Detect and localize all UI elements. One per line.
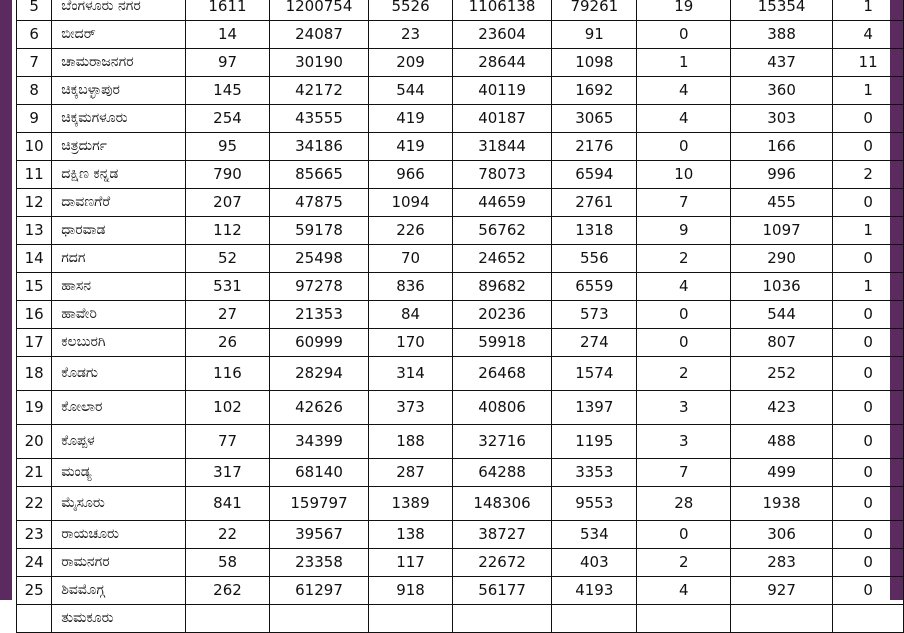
cell-col-6: 19: [637, 0, 731, 21]
cell-col-4: [452, 605, 551, 633]
serial-number-cell: 15: [17, 273, 52, 301]
serial-number-cell: 25: [17, 577, 52, 605]
cell-col-1: 531: [186, 273, 270, 301]
cell-col-4: 28644: [452, 49, 551, 77]
cell-col-8: 0: [833, 425, 904, 459]
table-row: [17, 105, 904, 133]
cell-col-1: 145: [186, 77, 270, 105]
cell-col-3: [369, 605, 453, 633]
cell-col-3: 544: [369, 77, 453, 105]
district-name-cell: ತುಮಕೂರು: [52, 605, 186, 633]
cell-col-5: 403: [552, 549, 637, 577]
cell-col-5: 1574: [552, 357, 637, 391]
cell-col-2: 30190: [269, 49, 368, 77]
cell-col-3: 138: [369, 521, 453, 549]
cell-col-1: 14: [186, 21, 270, 49]
cell-col-6: 28: [637, 487, 731, 521]
serial-number-cell: 19: [17, 391, 52, 425]
table-row: [17, 49, 904, 77]
district-data-table: [16, 0, 904, 633]
table-row: [17, 521, 904, 549]
cell-col-8: 0: [833, 487, 904, 521]
cell-col-1: 841: [186, 487, 270, 521]
cell-col-8: 4: [833, 21, 904, 49]
district-name-cell: ಮೈಸೂರು: [52, 487, 186, 521]
cell-col-6: 2: [637, 245, 731, 273]
cell-col-8: 11: [833, 49, 904, 77]
cell-col-7: 290: [731, 245, 833, 273]
cell-col-6: 0: [637, 133, 731, 161]
cell-col-4: 31844: [452, 133, 551, 161]
district-name-cell: ಕೋಲಾರ: [52, 391, 186, 425]
cell-col-2: 28294: [269, 357, 368, 391]
cell-col-8: 0: [833, 549, 904, 577]
district-name-cell: ಚಾಮರಾಜನಗರ: [52, 49, 186, 77]
cell-col-6: 4: [637, 77, 731, 105]
cell-col-8: 0: [833, 459, 904, 487]
cell-col-2: 60999: [269, 329, 368, 357]
serial-number-cell: 24: [17, 549, 52, 577]
cell-col-7: 1097: [731, 217, 833, 245]
cell-col-7: 423: [731, 391, 833, 425]
cell-col-2: 85665: [269, 161, 368, 189]
cell-col-4: 23604: [452, 21, 551, 49]
district-name-cell: ಹಾವೇರಿ: [52, 301, 186, 329]
table-row: [17, 77, 904, 105]
cell-col-2: 23358: [269, 549, 368, 577]
cell-col-2: 47875: [269, 189, 368, 217]
cell-col-5: 1318: [552, 217, 637, 245]
cell-col-8: 1: [833, 273, 904, 301]
cell-col-7: 1938: [731, 487, 833, 521]
cell-col-5: [552, 605, 637, 633]
cell-col-3: 23: [369, 21, 453, 49]
serial-number-cell: 18: [17, 357, 52, 391]
district-name-cell: ರಾಯಚೂರು: [52, 521, 186, 549]
district-name-cell: ಕಲಬುರಗಿ: [52, 329, 186, 357]
serial-number-cell: 21: [17, 459, 52, 487]
cell-col-3: 419: [369, 105, 453, 133]
left-border-bar: [0, 0, 12, 600]
cell-col-6: 3: [637, 425, 731, 459]
cell-col-6: 9: [637, 217, 731, 245]
cell-col-2: 61297: [269, 577, 368, 605]
cell-col-4: 148306: [452, 487, 551, 521]
cell-col-1: 102: [186, 391, 270, 425]
cell-col-3: 287: [369, 459, 453, 487]
cell-col-2: 68140: [269, 459, 368, 487]
cell-col-5: 274: [552, 329, 637, 357]
cell-col-4: 40119: [452, 77, 551, 105]
district-name-cell: ಧಾರವಾಡ: [52, 217, 186, 245]
cell-col-7: 360: [731, 77, 833, 105]
cell-col-5: 79261: [552, 0, 637, 21]
district-name-cell: ಹಾಸನ: [52, 273, 186, 301]
cell-col-8: 0: [833, 521, 904, 549]
table-row: [17, 549, 904, 577]
cell-col-4: 32716: [452, 425, 551, 459]
cell-col-1: 95: [186, 133, 270, 161]
cell-col-2: 43555: [269, 105, 368, 133]
cell-col-6: 0: [637, 301, 731, 329]
table-row: [17, 133, 904, 161]
cell-col-6: 2: [637, 549, 731, 577]
cell-col-1: 58: [186, 549, 270, 577]
table-row: [17, 189, 904, 217]
cell-col-8: 0: [833, 391, 904, 425]
cell-col-5: 1692: [552, 77, 637, 105]
cell-col-2: 97278: [269, 273, 368, 301]
cell-col-4: 44659: [452, 189, 551, 217]
district-name-cell: ಬೀದರ್: [52, 21, 186, 49]
cell-col-2: 159797: [269, 487, 368, 521]
cell-col-7: 927: [731, 577, 833, 605]
cell-col-3: 117: [369, 549, 453, 577]
cell-col-6: 7: [637, 189, 731, 217]
cell-col-5: 3353: [552, 459, 637, 487]
cell-col-5: 1098: [552, 49, 637, 77]
cell-col-6: 0: [637, 521, 731, 549]
cell-col-3: 226: [369, 217, 453, 245]
cell-col-4: 20236: [452, 301, 551, 329]
cell-col-2: 42626: [269, 391, 368, 425]
cell-col-3: 84: [369, 301, 453, 329]
cell-col-1: 254: [186, 105, 270, 133]
serial-number-cell: 23: [17, 521, 52, 549]
serial-number-cell: 14: [17, 245, 52, 273]
cell-col-4: 89682: [452, 273, 551, 301]
cell-col-3: 918: [369, 577, 453, 605]
serial-number-cell: 10: [17, 133, 52, 161]
cell-col-4: 26468: [452, 357, 551, 391]
cell-col-8: 0: [833, 133, 904, 161]
cell-col-5: 573: [552, 301, 637, 329]
cell-col-8: 0: [833, 329, 904, 357]
cell-col-3: 836: [369, 273, 453, 301]
cell-col-6: 4: [637, 273, 731, 301]
cell-col-8: 1: [833, 77, 904, 105]
district-name-cell: ಗದಗ: [52, 245, 186, 273]
cell-col-5: 91: [552, 21, 637, 49]
cell-col-7: 499: [731, 459, 833, 487]
table-row: [17, 245, 904, 273]
cell-col-3: 419: [369, 133, 453, 161]
cell-col-7: 252: [731, 357, 833, 391]
serial-number-cell: 20: [17, 425, 52, 459]
cell-col-2: [269, 605, 368, 633]
table-row: [17, 391, 904, 425]
serial-number-cell: 12: [17, 189, 52, 217]
cell-col-1: [186, 605, 270, 633]
cell-col-5: 1195: [552, 425, 637, 459]
cell-col-1: 116: [186, 357, 270, 391]
table-row: [17, 459, 904, 487]
cell-col-2: 42172: [269, 77, 368, 105]
cell-col-3: 314: [369, 357, 453, 391]
table-row: [17, 273, 904, 301]
cell-col-7: 166: [731, 133, 833, 161]
cell-col-2: 21353: [269, 301, 368, 329]
cell-col-8: [833, 605, 904, 633]
cell-col-6: 7: [637, 459, 731, 487]
cell-col-1: 112: [186, 217, 270, 245]
serial-number-cell: 22: [17, 487, 52, 521]
district-name-cell: ಚಿತ್ರದುರ್ಗ: [52, 133, 186, 161]
cell-col-7: 455: [731, 189, 833, 217]
cell-col-4: 38727: [452, 521, 551, 549]
cell-col-2: 25498: [269, 245, 368, 273]
cell-col-8: 0: [833, 189, 904, 217]
district-name-cell: ಬೆಂಗಳೂರು ನಗರ: [52, 0, 186, 21]
serial-number-cell: 7: [17, 49, 52, 77]
cell-col-3: 70: [369, 245, 453, 273]
cell-col-8: 1: [833, 0, 904, 21]
cell-col-1: 97: [186, 49, 270, 77]
district-name-cell: ಮಂಡ್ಯ: [52, 459, 186, 487]
cell-col-6: 4: [637, 577, 731, 605]
cell-col-2: 39567: [269, 521, 368, 549]
cell-col-8: 2: [833, 161, 904, 189]
cell-col-6: 2: [637, 357, 731, 391]
district-name-cell: ಕೊಡಗು: [52, 357, 186, 391]
cell-col-8: 0: [833, 357, 904, 391]
cell-col-6: 0: [637, 329, 731, 357]
cell-col-8: 0: [833, 245, 904, 273]
cell-col-7: 306: [731, 521, 833, 549]
cell-col-1: 207: [186, 189, 270, 217]
serial-number-cell: 11: [17, 161, 52, 189]
cell-col-4: 59918: [452, 329, 551, 357]
district-name-cell: ದಾವಣಗೆರೆ: [52, 189, 186, 217]
table-row: [17, 21, 904, 49]
cell-col-7: 15354: [731, 0, 833, 21]
cell-col-6: 0: [637, 21, 731, 49]
cell-col-8: 0: [833, 301, 904, 329]
cell-col-4: 22672: [452, 549, 551, 577]
cell-col-3: 188: [369, 425, 453, 459]
cell-col-7: 437: [731, 49, 833, 77]
cell-col-5: 9553: [552, 487, 637, 521]
cell-col-7: 283: [731, 549, 833, 577]
cell-col-2: 1200754: [269, 0, 368, 21]
cell-col-5: 6559: [552, 273, 637, 301]
cell-col-4: 64288: [452, 459, 551, 487]
cell-col-7: 807: [731, 329, 833, 357]
cell-col-1: 27: [186, 301, 270, 329]
cell-col-1: 790: [186, 161, 270, 189]
cell-col-1: 26: [186, 329, 270, 357]
serial-number-cell: 17: [17, 329, 52, 357]
cell-col-5: 556: [552, 245, 637, 273]
serial-number-cell: 8: [17, 77, 52, 105]
cell-col-3: 209: [369, 49, 453, 77]
cell-col-7: 544: [731, 301, 833, 329]
cell-col-7: 1036: [731, 273, 833, 301]
cell-col-3: 1389: [369, 487, 453, 521]
table-row: [17, 217, 904, 245]
cell-col-4: 1106138: [452, 0, 551, 21]
cell-col-2: 24087: [269, 21, 368, 49]
serial-number-cell: 5: [17, 0, 52, 21]
table-row: [17, 425, 904, 459]
serial-number-cell: 16: [17, 301, 52, 329]
table-row: [17, 301, 904, 329]
table-body: [17, 0, 904, 633]
cell-col-2: 59178: [269, 217, 368, 245]
cell-col-3: 966: [369, 161, 453, 189]
cell-col-5: 6594: [552, 161, 637, 189]
cell-col-6: 3: [637, 391, 731, 425]
cell-col-4: 24652: [452, 245, 551, 273]
cell-col-2: 34186: [269, 133, 368, 161]
table-row: [17, 357, 904, 391]
cell-col-5: 1397: [552, 391, 637, 425]
cell-col-3: 1094: [369, 189, 453, 217]
cell-col-4: 40806: [452, 391, 551, 425]
cell-col-5: 534: [552, 521, 637, 549]
cell-col-5: 4193: [552, 577, 637, 605]
cell-col-7: [731, 605, 833, 633]
cell-col-1: 262: [186, 577, 270, 605]
cell-col-8: 0: [833, 577, 904, 605]
cell-col-1: 52: [186, 245, 270, 273]
table-row: [17, 605, 904, 633]
cell-col-4: 56762: [452, 217, 551, 245]
cell-col-6: 10: [637, 161, 731, 189]
table-row: [17, 329, 904, 357]
table-row: [17, 577, 904, 605]
serial-number-cell: 6: [17, 21, 52, 49]
cell-col-7: 488: [731, 425, 833, 459]
cell-col-5: 2761: [552, 189, 637, 217]
district-name-cell: ದಕ್ಷಿಣ ಕನ್ನಡ: [52, 161, 186, 189]
cell-col-8: 1: [833, 217, 904, 245]
cell-col-2: 34399: [269, 425, 368, 459]
district-name-cell: ಚಿಕ್ಕಮಗಳೂರು: [52, 105, 186, 133]
cell-col-7: 388: [731, 21, 833, 49]
cell-col-1: 317: [186, 459, 270, 487]
serial-number-cell: 9: [17, 105, 52, 133]
cell-col-6: 4: [637, 105, 731, 133]
cell-col-4: 78073: [452, 161, 551, 189]
cell-col-7: 996: [731, 161, 833, 189]
cell-col-3: 5526: [369, 0, 453, 21]
cell-col-3: 170: [369, 329, 453, 357]
cell-col-3: 373: [369, 391, 453, 425]
cell-col-4: 40187: [452, 105, 551, 133]
serial-number-cell: 13: [17, 217, 52, 245]
cell-col-8: 0: [833, 105, 904, 133]
cell-col-1: 77: [186, 425, 270, 459]
cell-col-6: [637, 605, 731, 633]
cell-col-1: 1611: [186, 0, 270, 21]
table-row: [17, 161, 904, 189]
cell-col-1: 22: [186, 521, 270, 549]
cell-col-6: 1: [637, 49, 731, 77]
table-row: [17, 0, 904, 21]
serial-number-cell: [17, 605, 52, 633]
cell-col-5: 2176: [552, 133, 637, 161]
cell-col-4: 56177: [452, 577, 551, 605]
cell-col-7: 303: [731, 105, 833, 133]
table-row: [17, 487, 904, 521]
cell-col-5: 3065: [552, 105, 637, 133]
district-name-cell: ರಾಮನಗರ: [52, 549, 186, 577]
district-name-cell: ಶಿವಮೊಗ್ಗ: [52, 577, 186, 605]
district-name-cell: ಚಿಕ್ಕಬಳ್ಳಾಪುರ: [52, 77, 186, 105]
district-name-cell: ಕೊಪ್ಪಳ: [52, 425, 186, 459]
